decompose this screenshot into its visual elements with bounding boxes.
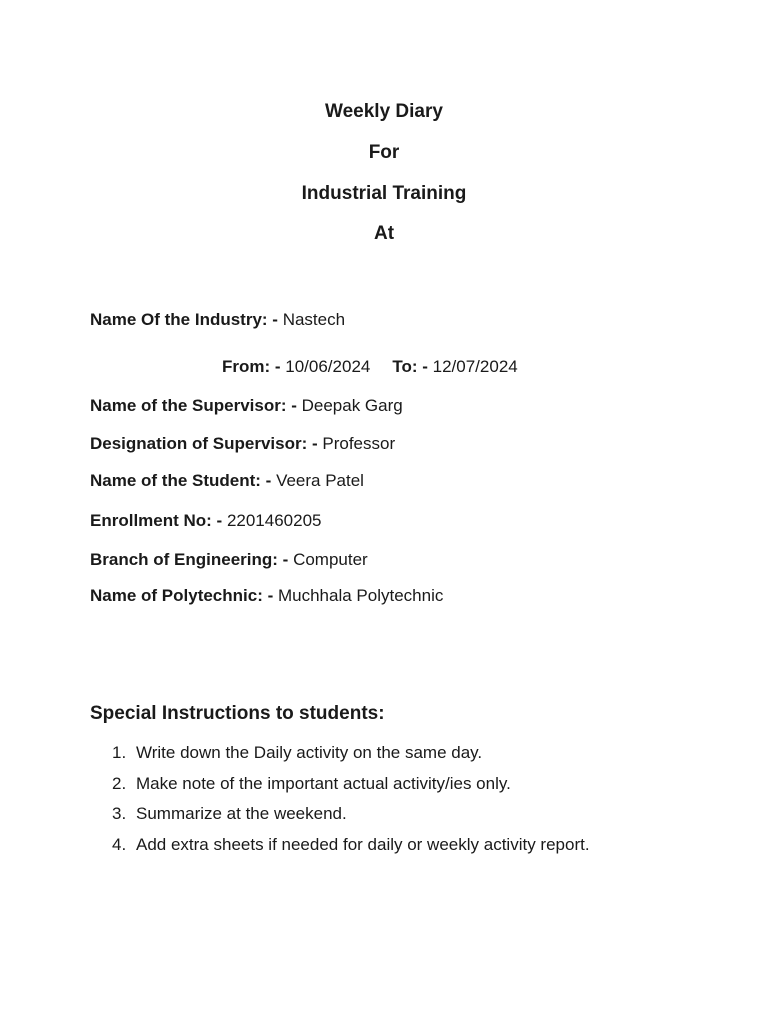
field-from-value: 10/06/2024 [280,357,371,376]
field-enrollment [90,510,322,532]
field-branch [90,549,368,571]
field-supervisor-value: Deepak Garg [296,396,403,415]
field-branch-label: Branch of Engineering: - [90,550,289,569]
field-designation-value: Professor [317,434,396,453]
field-student-value: Veera Patel [271,471,364,490]
title-weekly-diary: Weekly Diary [325,101,443,122]
field-to-label: To: - [392,357,428,376]
list-item [112,742,590,773]
field-designation-label: Designation of Supervisor: - [90,434,318,453]
field-industry-value: Nastech [277,310,346,329]
list-item-text: Add extra sheets if needed for daily or weekly activity report. [136,834,590,854]
instructions-heading: Special Instructions to students: [90,703,385,724]
field-supervisor-label: Name of the Supervisor: - [90,396,297,415]
field-polytechnic-label: Name of Polytechnic: - [90,586,274,605]
list-item-number: 2. [112,773,127,793]
list-item-number: 1. [112,743,127,762]
title-for: For [368,142,400,163]
list-item-text: Make note of the important actual activity/ies only. [136,773,511,793]
field-dates [222,356,518,378]
instructions-list [112,742,590,864]
field-enrollment-label: Enrollment No: - [90,511,223,530]
field-industry-label: Name Of the Industry: - [90,310,278,329]
field-to-value: 12/07/2024 [427,357,518,376]
field-supervisor [90,395,403,417]
list-item [112,803,590,834]
list-item-number: 4. [112,834,127,854]
title-at: At [373,223,395,244]
title-industrial-training: Industrial Training [301,183,467,204]
field-polytechnic [90,585,443,607]
field-polytechnic-value: Muchhala Polytechnic [273,586,444,605]
list-item-text: Summarize at the weekend. [136,804,347,823]
field-enrollment-value: 2201460205 [222,511,322,530]
field-designation [90,433,395,455]
field-student-label: Name of the Student: - [90,471,272,490]
field-branch-value: Computer [288,550,368,569]
list-item [112,834,590,865]
list-item [112,773,590,804]
field-from-label: From: - [222,357,281,376]
field-student [90,470,364,492]
list-item-text: Write down the Daily activity on the same day. [136,743,483,762]
field-industry [90,309,345,331]
list-item-number: 3. [112,804,127,823]
